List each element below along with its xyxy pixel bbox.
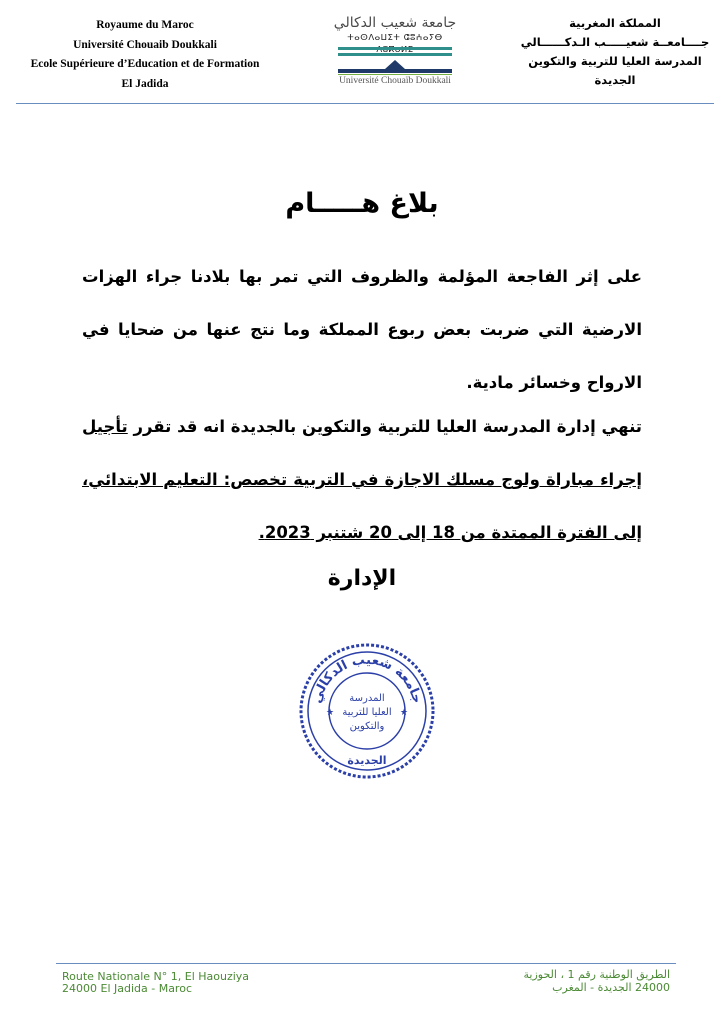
logo-arabic-text: جامعة شعيب الدكالي [333, 15, 457, 31]
header-institution-ar [520, 14, 710, 90]
official-stamp-icon [296, 640, 438, 782]
stamp-center-line: المدرسة [349, 693, 385, 704]
paragraph-2-underlined-text: تأجيل إجراء مباراة ولوج مسلك الاجازة في التربية تخصص: التعليم الابتدائي، إلى الفترة الممتدة من 18 إلى 20 شتنبر 2023. [82, 417, 642, 542]
signature-administration: الإدارة [327, 566, 397, 591]
footer-fr-line: 24000 El Jadida - Maroc [62, 982, 192, 995]
stamp-bottom-text: الجديدة [347, 754, 387, 767]
header-fr-line: Royaume du Maroc [96, 19, 194, 31]
logo-tifinagh-text: ⵜⴰⵙⴷⴰⵡⵉⵜ ⵛⵓⵄⴰⵢⴱ [347, 33, 443, 43]
footer-fr-line: Route Nationale N° 1, El Haouziya [62, 970, 250, 983]
footer-address-ar [470, 968, 670, 994]
footer-ar-line: 24000 الجديدة - المغرب [552, 981, 670, 994]
logo-french-text: Université Chouaïb Doukkali [339, 76, 451, 86]
stamp-center-line: العليا للتربية [342, 707, 392, 718]
header-ar-line: جــــامعــة شعيـــــب الـدكــــــالي [520, 35, 710, 49]
paragraph-2-text: تنهي إدارة المدرسة العليا للتربية والتكوين بالجديدة انه قد تقرر [127, 417, 642, 436]
university-logo [330, 14, 460, 92]
stamp-star-icon: ★ [399, 707, 409, 717]
header-divider [16, 103, 714, 104]
stamp-center-line: والتكوين [349, 721, 385, 732]
stamp-outer-text: جامعة شعيب الدكالي [309, 652, 425, 705]
header-ar-line: المدرسة العليا للتربية والتكوين [528, 54, 702, 68]
footer-divider [56, 963, 676, 964]
notice-paragraph-1: على إثر الفاجعة المؤلمة والظروف التي تمر بها بلادنا جراء الهزات الارضية التي ضربت بعض ربوع المملكة وما نتج عنها من ضحايا في الارواح وخسائر مادية. [82, 267, 642, 392]
notice-paragraph-2 [82, 400, 642, 559]
footer-address-fr [62, 971, 249, 995]
header-institution-fr [0, 16, 290, 94]
footer-ar-line: الطريق الوطنية رقم 1 ، الحوزية [523, 968, 670, 981]
header-ar-line: المملكة المغربية [569, 16, 661, 30]
header-fr-line: El Jadida [121, 77, 169, 90]
logo-emblem-icon [330, 45, 460, 75]
header-ar-line: الجديدة [594, 73, 636, 87]
stamp-star-icon: ★ [325, 707, 335, 717]
header-fr-line: Ecole Supérieure d’Education et de Formation [30, 58, 260, 70]
header-fr-line: Université Chouaib Doukkali [73, 38, 217, 51]
notice-title: بلاغ هـــــام [285, 188, 439, 219]
